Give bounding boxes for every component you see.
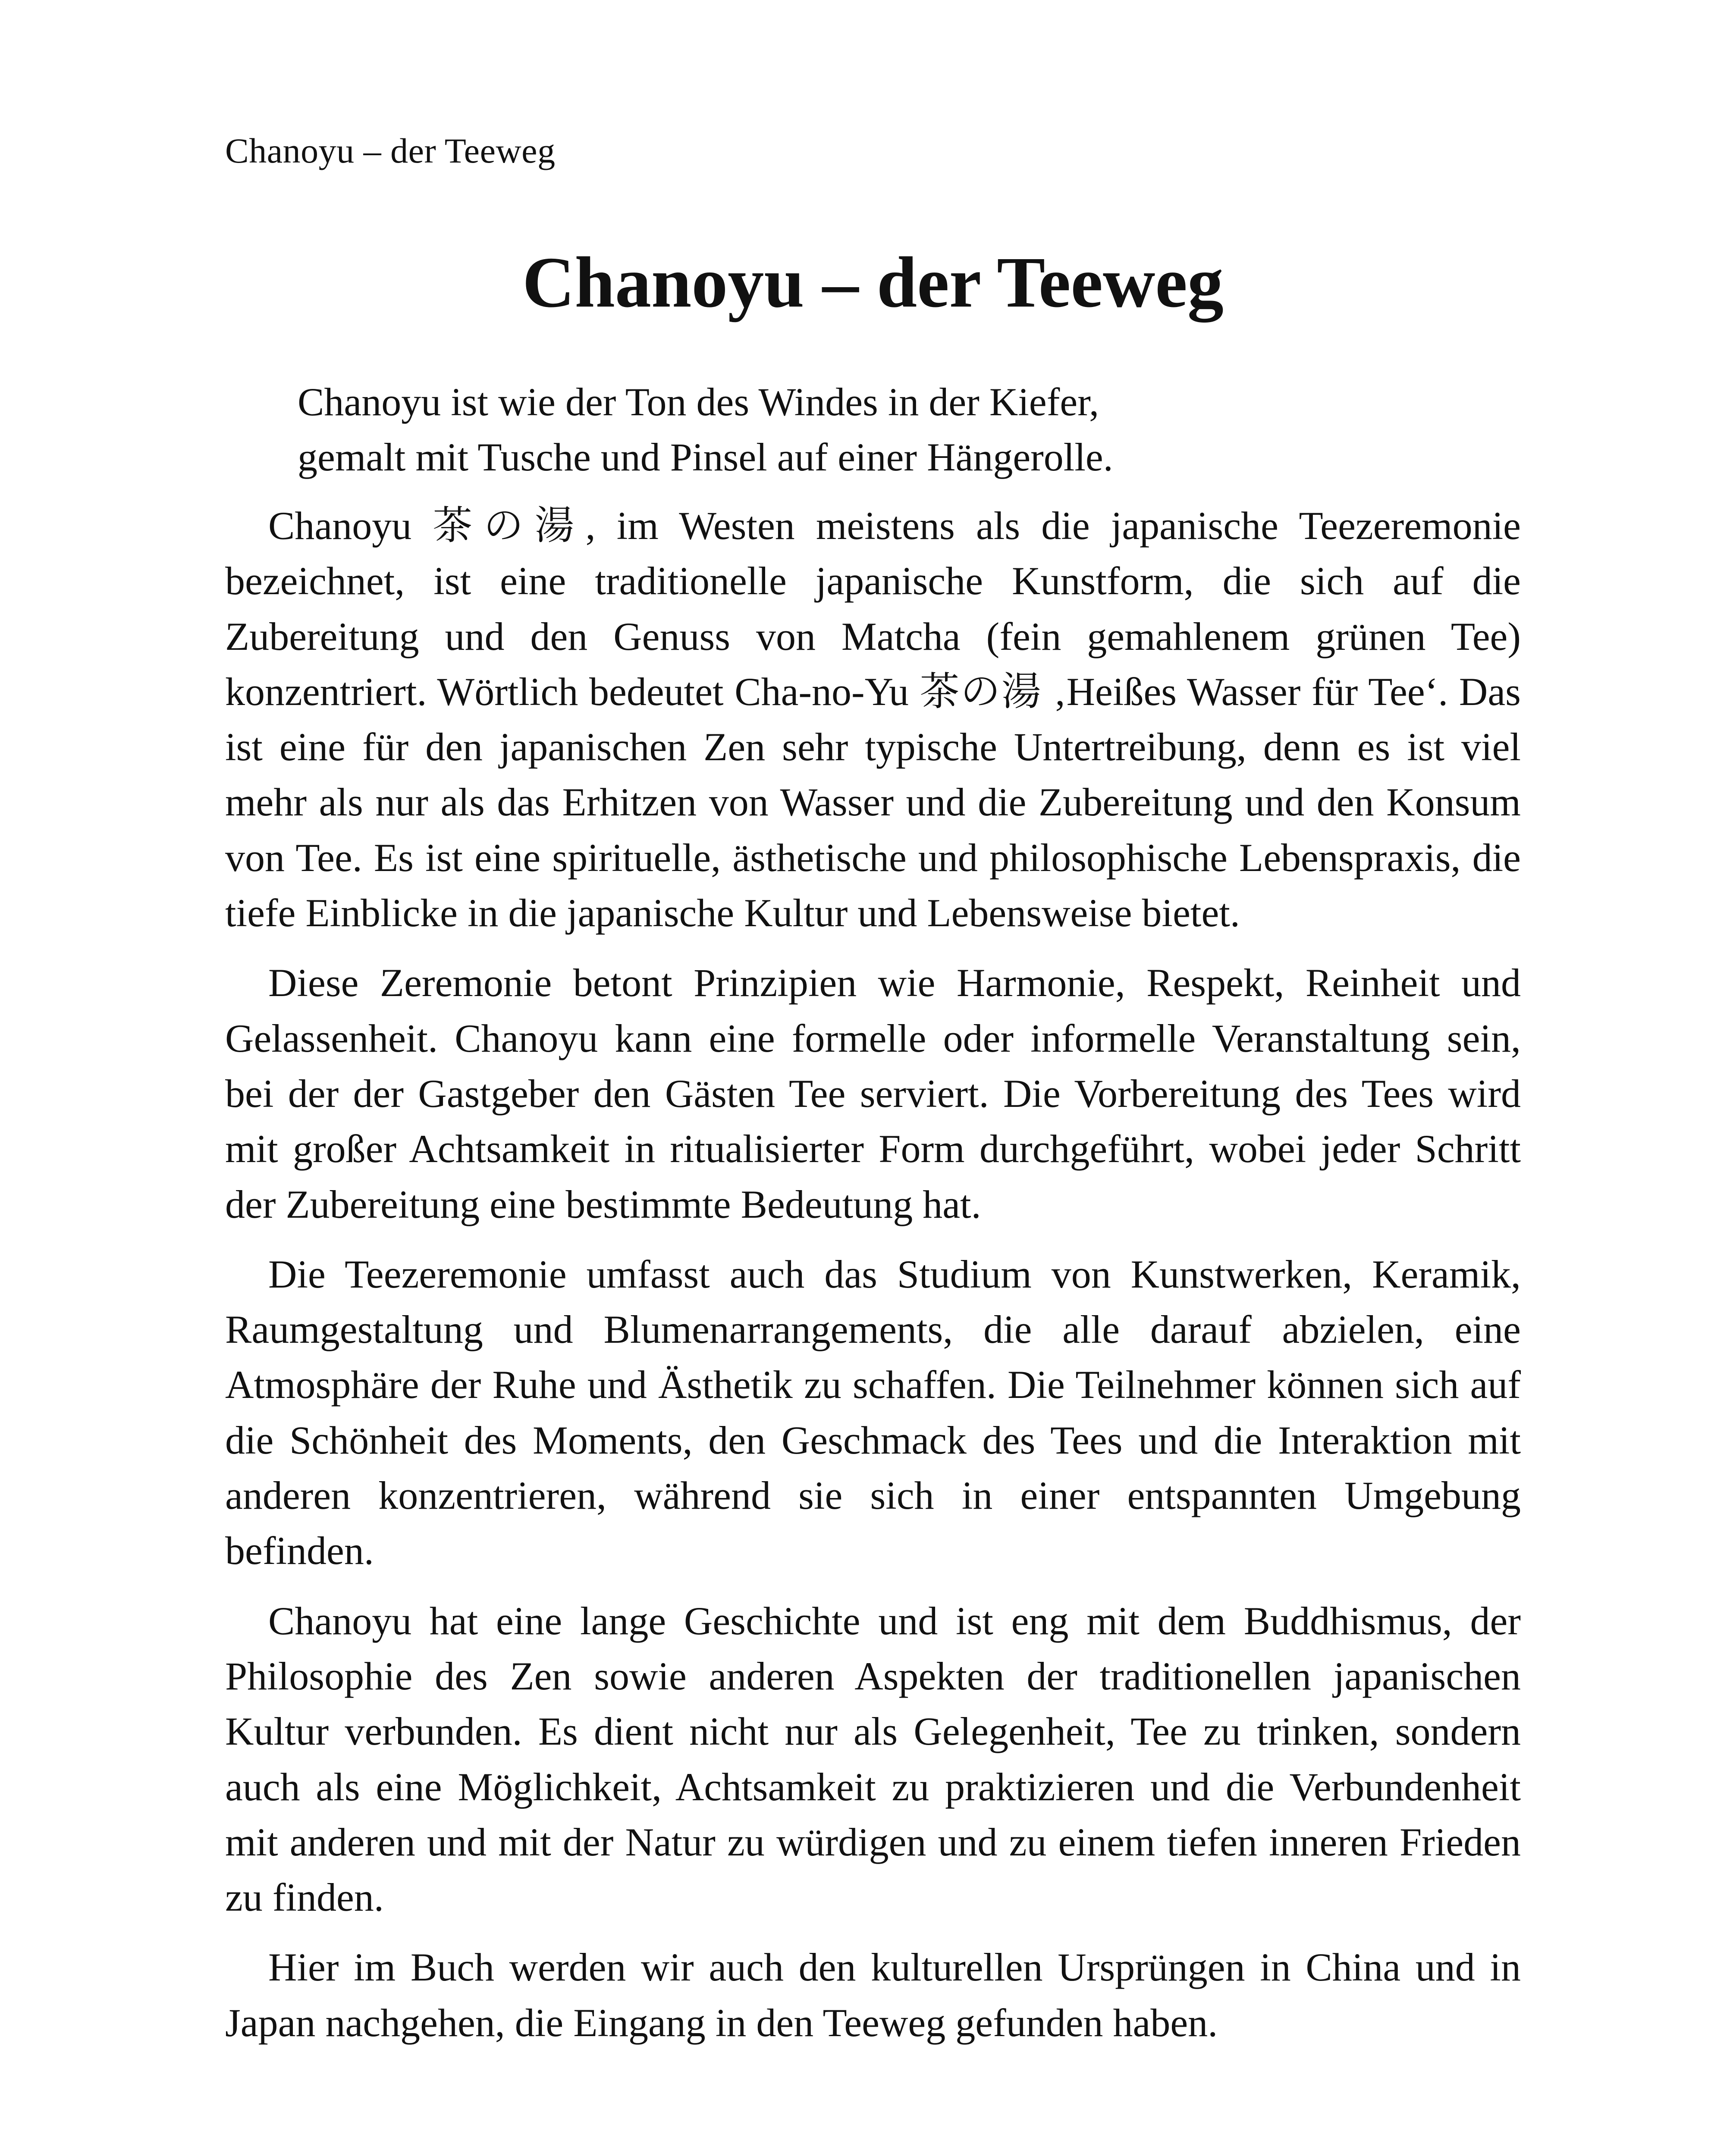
epigraph bbox=[298, 374, 1419, 485]
paragraph-1: Chanoyu 茶の湯, im Westen meistens als die japanische Teezeremonie bezeichnet, ist eine traditionelle japanische Kunstform, die sich auf die Zubereitung und den Genuss von Matcha (fein gemahlenem grünen Tee) konzentriert. Wörtlich bedeutet Cha-no-Yu 茶の湯 ‚Heißes Wasser für Tee‘. Das ist eine für den japanischen Zen sehr typische Untertreibung, denn es ist viel mehr als nur als das Erhitzen von Wasser und die Zubereitung und den Konsum von Tee. Es ist eine spirituelle, ästhetische und philosophische Lebenspraxis, die tiefe Einblicke in die japanische Kultur und Lebensweise bietet. bbox=[225, 504, 1521, 935]
running-head: Chanoyu – der Teeweg bbox=[225, 131, 556, 170]
paragraph-2: Diese Zeremonie betont Prinzipien wie Harmonie, Respekt, Reinheit und Gelassenheit. Chanoyu kann eine formelle oder informelle Veranstaltung sein, bei der der Gastgeber den Gästen Tee serviert. Die Vorbereitung des Tees wird mit großer Achtsamkeit in ritualisierter Form durchgeführt, wobei jeder Schritt der Zubereitung eine bestimmte Bedeutung hat. bbox=[225, 961, 1521, 1226]
body-text bbox=[225, 498, 1521, 2050]
paragraph-3: Die Teezeremonie umfasst auch das Studium von Kunstwerken, Keramik, Raumgestaltung und Blumenarrangements, die alle darauf abzielen, eine Atmosphäre der Ruhe und Ästhetik zu schaffen. Die Teilnehmer können sich auf die Schönheit des Moments, den Geschmack des Tees und die Interaktion mit anderen konzentrieren, während sie sich in einer entspannten Umgebung befinden. bbox=[225, 1252, 1521, 1573]
epigraph-line-2: gemalt mit Tusche und Pinsel auf einer Hängerolle. bbox=[298, 435, 1113, 479]
chapter-title: Chanoyu – der Teeweg bbox=[522, 242, 1224, 323]
epigraph-line-1: Chanoyu ist wie der Ton des Windes in der Kiefer, bbox=[298, 380, 1099, 424]
paragraph-5: Hier im Buch werden wir auch den kulturellen Ursprüngen in China und in Japan nachgehen, die Eingang in den Teeweg gefunden haben. bbox=[225, 1945, 1521, 2045]
paragraph-4: Chanoyu hat eine lange Geschichte und ist eng mit dem Buddhismus, der Philosophie des Zen sowie anderen Aspekten der traditionellen japanischen Kultur verbunden. Es dient nicht nur als Gelegenheit, Tee zu trinken, sondern auch als eine Möglichkeit, Achtsamkeit zu praktizieren und die Verbundenheit mit anderen und mit der Natur zu würdigen und zu einem tiefen inneren Frieden zu finden. bbox=[225, 1598, 1521, 1920]
